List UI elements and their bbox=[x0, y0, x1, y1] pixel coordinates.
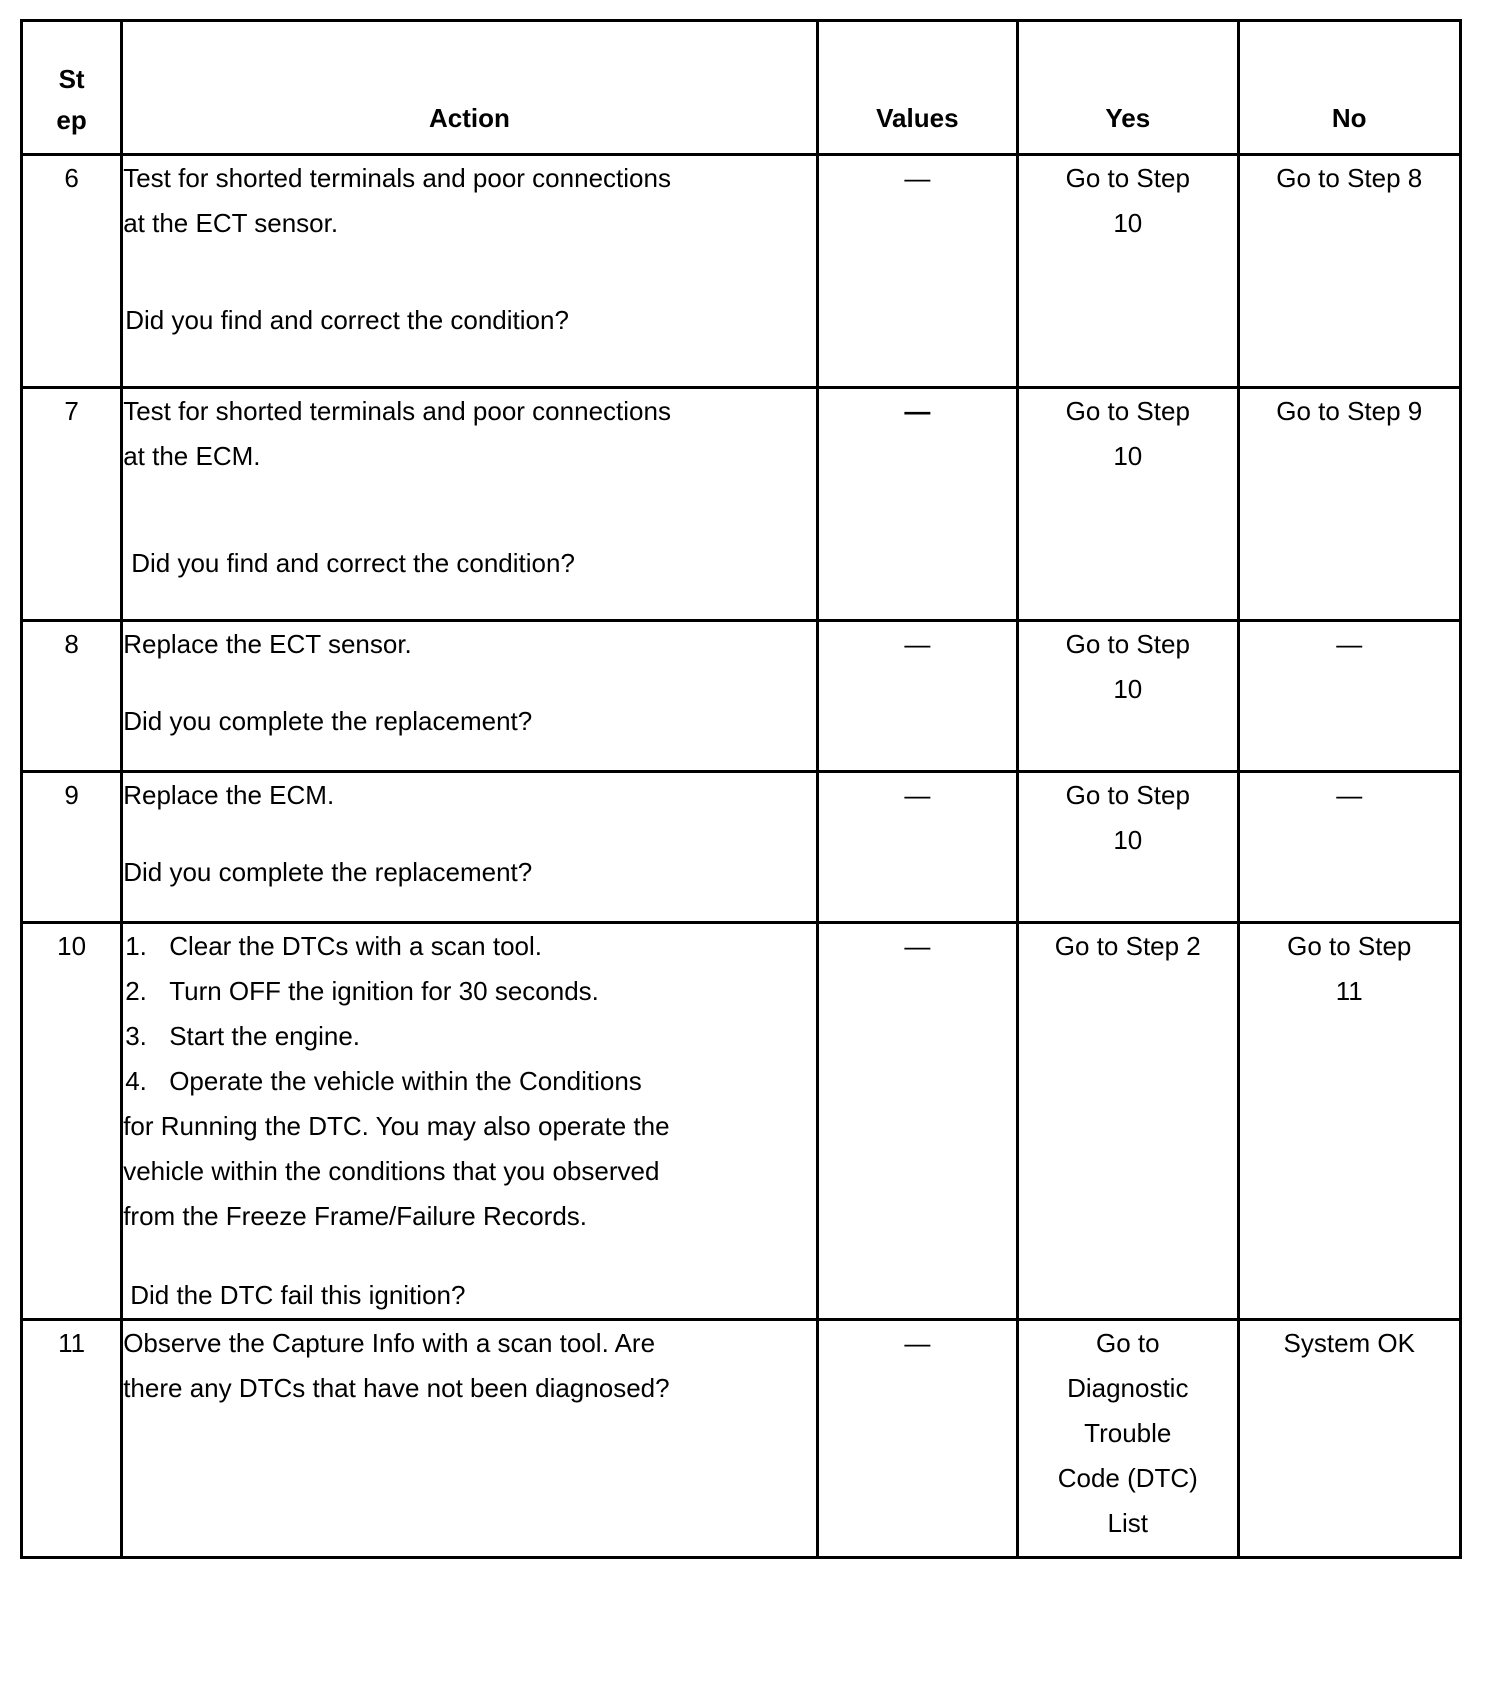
header-step-line1: St bbox=[58, 64, 85, 94]
yes-cell bbox=[1018, 923, 1238, 1320]
header-step-line2: ep bbox=[56, 105, 87, 135]
action-cell bbox=[122, 621, 817, 772]
header-values: Values bbox=[817, 21, 1017, 155]
substep-text: Operate the vehicle within the Conditions bbox=[169, 1066, 642, 1096]
substep-text: Start the engine. bbox=[169, 1021, 361, 1051]
table-row bbox=[22, 1320, 1461, 1558]
no-line: — bbox=[1336, 780, 1363, 810]
substep-number: 3. bbox=[125, 1021, 147, 1051]
header-yes: Yes bbox=[1018, 21, 1238, 155]
substep-text: Turn OFF the ignition for 30 seconds. bbox=[169, 976, 599, 1006]
action-cell bbox=[122, 772, 817, 923]
no-cell bbox=[1238, 1320, 1461, 1558]
no-cell bbox=[1238, 388, 1461, 621]
no-line: 11 bbox=[1335, 976, 1363, 1006]
header-row bbox=[22, 21, 1461, 155]
substep-list bbox=[123, 924, 815, 1104]
step-number: 7 bbox=[22, 388, 122, 621]
yes-cell bbox=[1018, 772, 1238, 923]
yes-line: 10 bbox=[1113, 208, 1143, 238]
action-question: Did you find and correct the condition? bbox=[131, 548, 575, 578]
yes-line: Go to Step bbox=[1065, 396, 1190, 426]
yes-cell bbox=[1018, 388, 1238, 621]
yes-line: Go to Step 2 bbox=[1054, 931, 1201, 961]
no-line: Go to Step 8 bbox=[1276, 163, 1423, 193]
action-line: at the ECM. bbox=[123, 441, 261, 471]
list-item bbox=[123, 924, 815, 969]
values-cell: — bbox=[817, 1320, 1017, 1558]
action-line: Replace the ECT sensor. bbox=[123, 629, 412, 659]
step-number: 9 bbox=[22, 772, 122, 923]
list-item bbox=[123, 969, 815, 1014]
action-question: Did you complete the replacement? bbox=[123, 706, 533, 736]
action-line: Replace the ECM. bbox=[123, 780, 335, 810]
action-line: vehicle within the conditions that you observed bbox=[123, 1156, 660, 1186]
action-cell bbox=[122, 155, 817, 388]
values-cell: — bbox=[817, 772, 1017, 923]
no-line: Go to Step bbox=[1287, 931, 1412, 961]
header-no: No bbox=[1238, 21, 1461, 155]
yes-line: 10 bbox=[1113, 825, 1143, 855]
no-cell bbox=[1238, 923, 1461, 1320]
step-number: 10 bbox=[22, 923, 122, 1320]
table-row bbox=[22, 155, 1461, 388]
no-line: Go to Step 9 bbox=[1276, 396, 1423, 426]
action-line: at the ECT sensor. bbox=[123, 208, 339, 238]
values-cell: — bbox=[817, 155, 1017, 388]
action-cell bbox=[122, 1320, 817, 1558]
yes-cell bbox=[1018, 621, 1238, 772]
action-line: Test for shorted terminals and poor connections bbox=[123, 396, 671, 426]
yes-line: List bbox=[1107, 1508, 1148, 1538]
substep-text: Clear the DTCs with a scan tool. bbox=[169, 931, 543, 961]
yes-line: Diagnostic bbox=[1067, 1373, 1189, 1403]
yes-cell bbox=[1018, 155, 1238, 388]
table-row bbox=[22, 388, 1461, 621]
action-line: Test for shorted terminals and poor connections bbox=[123, 163, 671, 193]
no-line: — bbox=[1336, 629, 1363, 659]
values-cell: — bbox=[817, 923, 1017, 1320]
header-step bbox=[22, 21, 122, 155]
diagnostic-table bbox=[20, 19, 1462, 1559]
no-cell bbox=[1238, 621, 1461, 772]
step-number: 8 bbox=[22, 621, 122, 772]
action-line: Observe the Capture Info with a scan tool. Are bbox=[123, 1328, 656, 1358]
substep-number: 2. bbox=[125, 976, 147, 1006]
action-question: Did the DTC fail this ignition? bbox=[130, 1280, 466, 1310]
values-cell: — bbox=[817, 621, 1017, 772]
yes-line: 10 bbox=[1113, 441, 1143, 471]
yes-line: Go to Step bbox=[1065, 163, 1190, 193]
step-number: 11 bbox=[22, 1320, 122, 1558]
substep-number: 4. bbox=[125, 1066, 147, 1096]
table-row bbox=[22, 621, 1461, 772]
yes-line: Go to Step bbox=[1065, 629, 1190, 659]
values-cell: — bbox=[817, 388, 1017, 621]
table-row bbox=[22, 772, 1461, 923]
action-cell bbox=[122, 923, 817, 1320]
yes-line: Trouble bbox=[1084, 1418, 1172, 1448]
yes-line: Code (DTC) bbox=[1057, 1463, 1198, 1493]
yes-cell bbox=[1018, 1320, 1238, 1558]
no-cell bbox=[1238, 155, 1461, 388]
yes-line: 10 bbox=[1113, 674, 1143, 704]
action-line: for Running the DTC. You may also operate the bbox=[123, 1111, 670, 1141]
yes-line: Go to Step bbox=[1065, 780, 1190, 810]
action-line: from the Freeze Frame/Failure Records. bbox=[123, 1201, 588, 1231]
action-question: Did you complete the replacement? bbox=[123, 857, 533, 887]
table-row bbox=[22, 923, 1461, 1320]
action-line: there any DTCs that have not been diagnosed? bbox=[123, 1373, 670, 1403]
action-question: Did you find and correct the condition? bbox=[125, 305, 569, 335]
header-action: Action bbox=[122, 21, 817, 155]
substep-number: 1. bbox=[125, 931, 147, 961]
no-cell bbox=[1238, 772, 1461, 923]
list-item bbox=[123, 1059, 815, 1104]
step-number: 6 bbox=[22, 155, 122, 388]
action-cell bbox=[122, 388, 817, 621]
no-line: System OK bbox=[1283, 1328, 1415, 1358]
list-item bbox=[123, 1014, 815, 1059]
yes-line: Go to bbox=[1095, 1328, 1160, 1358]
